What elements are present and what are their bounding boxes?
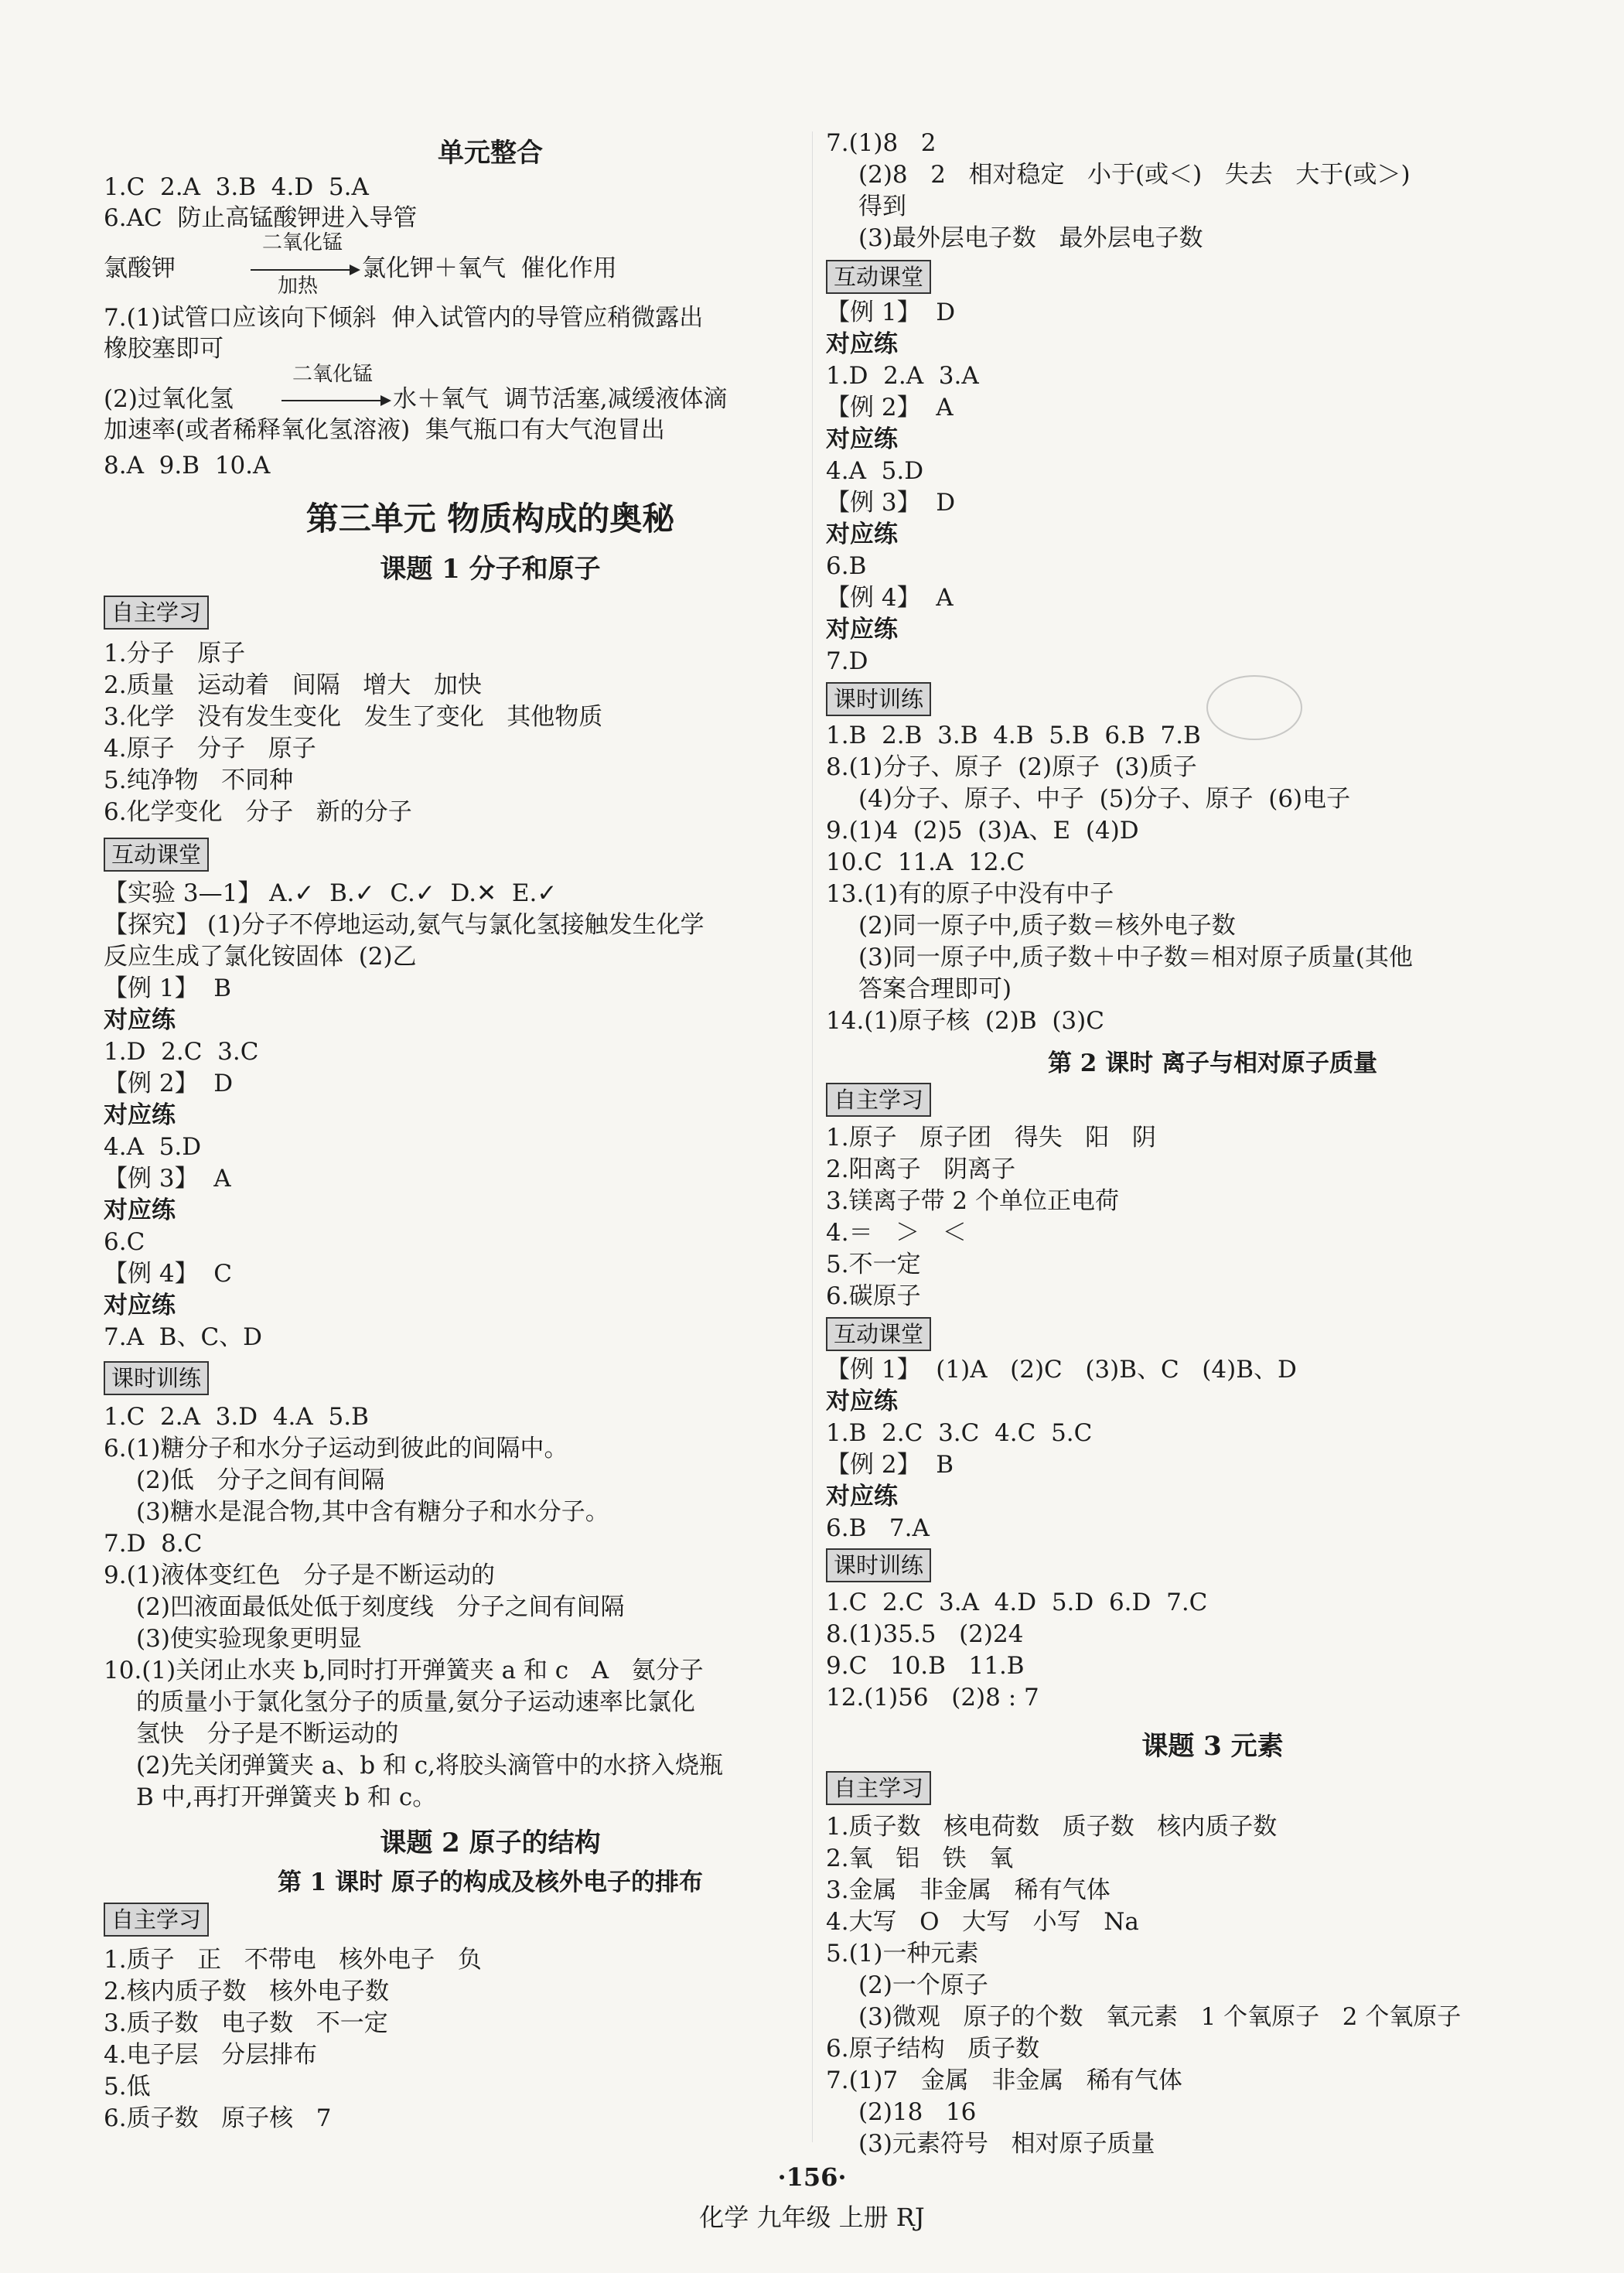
answer-line: 1.C 2.A 3.B 4.D 5.A	[104, 173, 369, 201]
answer-line: 6.(1)糖分子和水分子运动到彼此的间隔中。	[104, 1435, 568, 1462]
answer-line: 1.C 2.A 3.D 4.A 5.B	[104, 1403, 369, 1431]
answer-line: 6.AC 防止高锰酸钾进入导管	[104, 204, 418, 232]
answer-line: (3)使实验现象更明显	[136, 1625, 362, 1653]
answer-line: 3.化学 没有发生变化 发生了变化 其他物质	[104, 703, 603, 731]
reaction-products: 氯化钾＋氧气 催化作用	[362, 254, 617, 282]
answer-line: 6.B 7.A	[826, 1514, 930, 1542]
answer-line: 【例 2】 A	[826, 394, 954, 421]
answer-line: 1.D 2.C 3.C	[104, 1038, 259, 1066]
answer-line: (3)元素符号 相对原子质量	[858, 2130, 1155, 2158]
practice-label: 对应练	[826, 616, 898, 643]
section-tag: 互动课堂	[104, 838, 209, 872]
answer-line: (3)微观 原子的个数 氧元素 1 个氧原子 2 个氧原子	[858, 2003, 1462, 2031]
answer-line: 9.C 10.B 11.B	[826, 1652, 1025, 1680]
page-number: ·156·	[777, 2162, 847, 2192]
section-tag: 自主学习	[104, 1903, 209, 1937]
answer-line: 【例 3】 A	[104, 1165, 231, 1193]
answer-line: 3.金属 非金属 稀有气体	[826, 1876, 1111, 1904]
answer-line: 2.阳离子 阴离子	[826, 1155, 1016, 1183]
stamp-seal	[1206, 675, 1302, 740]
reaction-reactant: (2)过氧化氢	[104, 385, 234, 413]
answer-line: 1.D 2.A 3.A	[826, 362, 979, 390]
practice-label: 对应练	[104, 1101, 176, 1129]
answer-line: 8.(1)35.5 (2)24	[826, 1620, 1024, 1648]
answer-line: 【探究】 (1)分子不停地运动,氨气与氯化氢接触发生化学	[104, 911, 705, 939]
answer-line: 2.核内质子数 核外电子数	[104, 1978, 390, 2005]
answer-line: B 中,再打开弹簧夹 b 和 c。	[136, 1783, 437, 1811]
section-tag: 课时训练	[826, 682, 931, 716]
answer-line: 4.A 5.D	[104, 1133, 202, 1161]
answer-line: 5.(1)一种元素	[826, 1940, 979, 1968]
section-tag: 互动课堂	[826, 1317, 931, 1351]
answer-line: (2)同一原子中,质子数＝核外电子数	[858, 912, 1236, 940]
practice-label: 对应练	[826, 1387, 898, 1415]
lesson-title: 课题 2 原子的结构	[380, 1828, 601, 1858]
answer-line: (3)同一原子中,质子数＋中子数＝相对原子质量(其他	[858, 944, 1413, 971]
answer-line: 6.化学变化 分子 新的分子	[104, 798, 412, 826]
answer-line: 【例 1】 B	[104, 974, 232, 1002]
answer-line: 4.原子 分子 原子	[104, 735, 316, 763]
answer-line: 1.质子 正 不带电 核外电子 负	[104, 1946, 482, 1974]
answer-line: 14.(1)原子核 (2)B (3)C	[826, 1007, 1104, 1035]
answer-line: 4.A 5.D	[826, 457, 924, 485]
reaction-condition: 加热	[278, 275, 319, 298]
answer-line: 4.＝ ＞ ＜	[826, 1219, 967, 1247]
answer-line: (2)低 分子之间有间隔	[136, 1466, 385, 1494]
lesson-title: 课题 1 分子和原子	[380, 554, 601, 585]
answer-line: 【实验 3—1】 A.✓ B.✓ C.✓ D.✕ E.✓	[104, 879, 558, 907]
answer-line: 10.C 11.A 12.C	[826, 848, 1025, 876]
answer-line: 答案合理即可)	[858, 975, 1012, 1003]
answer-line: 3.镁离子带 2 个单位正电荷	[826, 1187, 1120, 1215]
reaction-arrow	[251, 269, 351, 271]
section-tag: 互动课堂	[826, 260, 931, 294]
answer-line: (2)凹液面最低处低于刻度线 分子之间有间隔	[136, 1593, 625, 1621]
answer-line: 8.A 9.B 10.A	[104, 452, 271, 480]
answer-line: 6.质子数 原子核 7	[104, 2104, 332, 2132]
answer-line: 10.(1)关闭止水夹 b,同时打开弹簧夹 a 和 c A 氨分子	[104, 1657, 704, 1684]
answer-line: 加速率(或者稀释氧化氢溶液) 集气瓶口有大气泡冒出	[104, 416, 665, 444]
answer-line: 6.C	[104, 1228, 145, 1256]
answer-line: 2.氧 铝 铁 氧	[826, 1845, 1014, 1872]
book-info: 化学 九年级 上册 RJ	[699, 2203, 925, 2232]
practice-label: 对应练	[826, 425, 898, 453]
answer-line: 5.纯净物 不同种	[104, 766, 294, 794]
answer-line: 2.质量 运动着 间隔 增大 加快	[104, 671, 482, 699]
answer-line: 7.(1)8 2	[826, 129, 937, 157]
answer-line: 6.B	[826, 552, 867, 580]
answer-line: 6.碳原子	[826, 1282, 921, 1310]
answer-line: 【例 2】 D	[104, 1070, 234, 1097]
section-tag: 自主学习	[826, 1771, 931, 1805]
answer-line: 7.D 8.C	[104, 1530, 203, 1558]
answer-line: 5.不一定	[826, 1251, 921, 1278]
answer-line: 4.电子层 分层排布	[104, 2041, 318, 2069]
practice-label: 对应练	[826, 520, 898, 548]
answer-line: (4)分子、原子、中子 (5)分子、原子 (6)电子	[858, 785, 1351, 813]
answer-line: 的质量小于氯化氢分子的质量,氨分子运动速率比氯化	[136, 1688, 695, 1716]
answer-line: (2)8 2 相对稳定 小于(或＜) 失去 大于(或＞)	[858, 161, 1411, 189]
answer-line: 反应生成了氯化铵固体 (2)乙	[104, 943, 417, 971]
answer-line: (2)18 16	[858, 2098, 977, 2126]
answer-line: 氢快 分子是不断运动的	[136, 1720, 399, 1748]
answer-line: 1.质子数 核电荷数 质子数 核内质子数	[826, 1813, 1278, 1841]
practice-label: 对应练	[826, 1483, 898, 1510]
answer-line: 得到	[858, 193, 906, 220]
section-tag: 课时训练	[104, 1361, 209, 1395]
unit-summary-title: 单元整合	[438, 138, 543, 169]
answer-line: 4.大写 O 大写 小写 Na	[826, 1908, 1139, 1936]
answer-line: 3.质子数 电子数 不一定	[104, 2009, 388, 2037]
practice-label: 对应练	[104, 1006, 176, 1034]
answer-line: 1.原子 原子团 得失 阳 阴	[826, 1124, 1156, 1152]
answer-line: 13.(1)有的原子中没有中子	[826, 880, 1114, 908]
practice-label: 对应练	[104, 1292, 176, 1319]
unit-title: 第三单元 物质构成的奥秘	[305, 500, 675, 538]
answer-line: 1.B 2.B 3.B 4.B 5.B 6.B 7.B	[826, 722, 1201, 749]
reaction-reactant: 氯酸钾	[104, 254, 176, 282]
reaction-catalyst: 二氧化锰	[262, 231, 343, 254]
answer-line: 1.B 2.C 3.C 4.C 5.C	[826, 1419, 1093, 1447]
answer-line: 8.(1)分子、原子 (2)原子 (3)质子	[826, 753, 1197, 781]
answer-line: 9.(1)液体变红色 分子是不断运动的	[104, 1561, 496, 1589]
answer-line: 【例 3】 D	[826, 489, 956, 517]
reaction-arrow-head	[350, 265, 360, 275]
answer-line: 【例 1】 D	[826, 299, 956, 326]
reaction-arrow	[281, 400, 382, 401]
answer-line: 7.(1)试管口应该向下倾斜 伸入试管内的导管应稍微露出	[104, 304, 704, 332]
practice-label: 对应练	[826, 330, 898, 358]
lesson-title: 课题 3 元素	[1141, 1731, 1284, 1762]
answer-line: (3)糖水是混合物,其中含有糖分子和水分子。	[136, 1498, 609, 1526]
answer-line: 橡胶塞即可	[104, 335, 223, 363]
answer-line: 【例 4】 A	[826, 584, 954, 612]
answer-line: 【例 4】 C	[104, 1260, 233, 1288]
answer-line: 6.原子结构 质子数	[826, 2035, 1040, 2063]
answer-line: 【例 1】 (1)A (2)C (3)B、C (4)B、D	[826, 1356, 1297, 1384]
answer-line: 【例 2】 B	[826, 1451, 954, 1479]
section-tag: 自主学习	[104, 596, 209, 630]
answer-line: 7.D	[826, 647, 868, 675]
answer-line: 12.(1)56 (2)8 : 7	[826, 1684, 1039, 1712]
practice-label: 对应练	[104, 1196, 176, 1224]
answer-line: (2)一个原子	[858, 1971, 988, 1999]
answer-line: 5.低	[104, 2073, 151, 2101]
answer-line: 1.C 2.C 3.A 4.D 5.D 6.D 7.C	[826, 1589, 1208, 1616]
reaction-arrow-head	[380, 395, 391, 406]
answer-line: (3)最外层电子数 最外层电子数	[858, 224, 1203, 252]
period-title: 第 1 课时 原子的构成及核外电子的排布	[278, 1869, 703, 1896]
reaction-products: 水＋氧气 调节活塞,减缓液体滴	[393, 385, 728, 413]
answer-line: 7.(1)7 金属 非金属 稀有气体	[826, 2067, 1182, 2094]
answer-line: 7.A B、C、D	[104, 1323, 263, 1351]
answer-line: (2)先关闭弹簧夹 a、b 和 c,将胶头滴管中的水挤入烧瓶	[136, 1752, 724, 1780]
reaction-catalyst: 二氧化锰	[292, 363, 374, 386]
answer-line: 9.(1)4 (2)5 (3)A、E (4)D	[826, 817, 1139, 845]
answer-line: 1.分子 原子	[104, 640, 246, 667]
section-tag: 课时训练	[826, 1548, 931, 1582]
period-title: 第 2 课时 离子与相对原子质量	[1048, 1049, 1377, 1077]
section-tag: 自主学习	[826, 1083, 931, 1117]
